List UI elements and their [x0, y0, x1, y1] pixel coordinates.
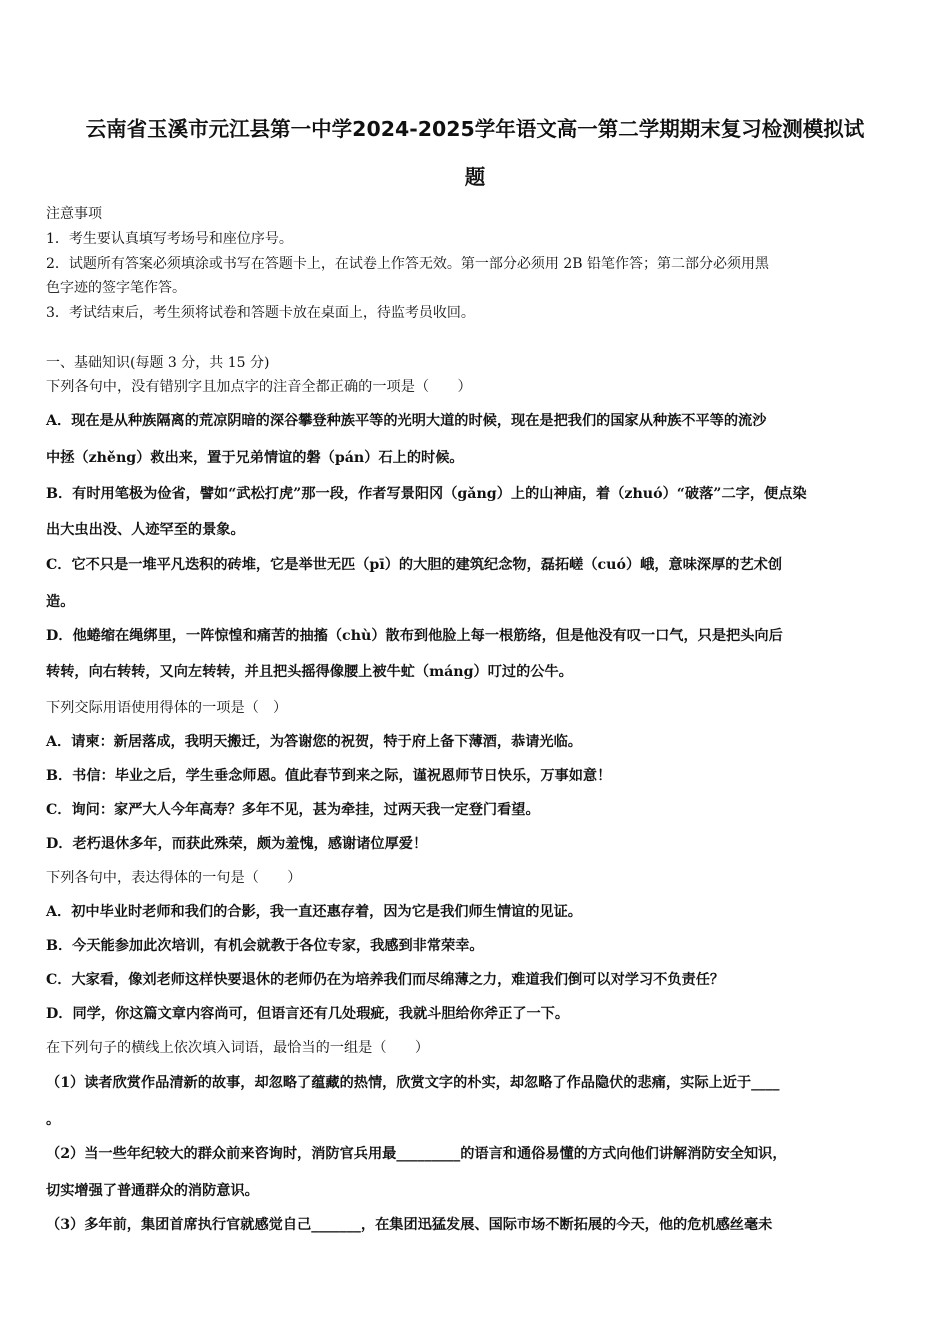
- q3-option-b: B．今天能参加此次培训，有机会就教于各位专家，我感到非常荣幸。: [46, 938, 484, 954]
- q1-option-c-cont: 造。: [46, 594, 75, 610]
- q1-stem: 下列各句中，没有错别字且加点字的注音全都正确的一项是（ ）: [46, 379, 472, 395]
- exam-title-line-1: 云南省玉溪市元江县第一中学2024-2025学年语文高一第二学期期末复习检测模拟试: [85, 117, 865, 141]
- q3-option-a: A．初中毕业时老师和我们的合影，我一直还惠存着，因为它是我们师生情谊的见证。: [46, 904, 582, 920]
- q4-stem: 在下列句子的横线上依次填入词语，最恰当的一组是（ ）: [46, 1040, 430, 1056]
- q3-option-d: D．同学，你这篇文章内容尚可，但语言还有几处瑕疵，我就斗胆给你斧正了一下。: [46, 1006, 570, 1022]
- q2-stem: 下列交际用语使用得体的一项是（ ）: [46, 700, 288, 716]
- notice-item-2-cont: 色字迹的签字笔作答。: [46, 280, 186, 296]
- q4-sentence-1: （1）读者欣赏作品清新的故事，却忽略了蕴藏的热情，欣赏文字的朴实，却忽略了作品隐伏的悲痛，实际上近于____: [46, 1075, 780, 1091]
- q1-option-a: A．现在是从种族隔离的荒凉阴暗的深谷攀登种族平等的光明大道的时候，现在是把我们的国家从种族不平等的流沙: [46, 413, 767, 429]
- q3-stem: 下列各句中，表达得体的一句是（ ）: [46, 870, 302, 886]
- q1-option-c: C．它不只是一堆平凡迭积的砖堆，它是举世无匹（pī）的大胆的建筑纪念物，磊拓嵯（cuó）峨，意味深厚的艺术创: [46, 557, 783, 573]
- q1-option-a-cont: 中拯（zhěng）救出来，置于兄弟情谊的磐（pán）石上的时候。: [46, 450, 464, 466]
- q1-option-d-cont: 转转，向右转转，又向左转转，并且把头摇得像腰上被牛虻（máng）叮过的公牛。: [46, 664, 573, 680]
- q4-sentence-3: （3）多年前，集团首席执行官就感觉自己_______，在集团迅猛发展、国际市场不断拓展的今天，他的危机感丝毫未: [46, 1217, 773, 1233]
- q2-option-b: B．书信：毕业之后，学生垂念师恩。值此春节到来之际，谨祝恩师节日快乐，万事如意！: [46, 768, 612, 784]
- notice-item-1: 1．考生要认真填写考场号和座位序号。: [46, 231, 293, 247]
- q1-option-b: B．有时用笔极为俭省，譬如“武松打虎”那一段，作者写景阳冈（gǎng）上的山神庙，着（zhuó）“破落”二字，便点染: [46, 486, 807, 502]
- q3-option-c: C．大家看，像刘老师这样快要退休的老师仍在为培养我们而尽绵薄之力，难道我们倒可以对学习不负责任？: [46, 972, 725, 988]
- notice-item-2: 2．试题所有答案必须填涂或书写在答题卡上，在试卷上作答无效。第一部分必须用 2B 铅笔作答；第二部分必须用黑: [46, 256, 769, 272]
- q4-sentence-2: （2）当一些年纪较大的群众前来咨询时，消防官兵用最_________的语言和通俗易懂的方式向他们讲解消防安全知识，: [46, 1146, 787, 1162]
- q2-option-c: C．询问：家严大人今年高寿？多年不见，甚为牵挂，过两天我一定登门看望。: [46, 802, 540, 818]
- q4-sentence-1-cont: 。: [46, 1112, 61, 1128]
- section-heading: 一、基础知识(每题 3 分，共 15 分): [46, 355, 270, 371]
- exam-title-line-2: 题: [464, 165, 486, 189]
- q1-option-d: D．他蜷缩在绳绑里，一阵惊惶和痛苦的抽搐（chù）散布到他脸上每一根筋络，但是他没有叹一口气，只是把头向后: [46, 628, 783, 644]
- q2-option-d: D．老朽退休多年，而获此殊荣，颇为羞愧，感谢诸位厚爱！: [46, 836, 428, 852]
- q2-option-a: A．请柬：新居落成，我明天搬迁，为答谢您的祝贺，特于府上备下薄酒，恭请光临。: [46, 734, 582, 750]
- q4-sentence-2-cont: 切实增强了普通群众的消防意识。: [46, 1183, 259, 1199]
- notice-heading: 注意事项: [46, 206, 102, 222]
- q1-option-b-cont: 出大虫出没、人迹罕至的景象。: [46, 522, 245, 538]
- notice-item-3: 3．考试结束后，考生须将试卷和答题卡放在桌面上，待监考员收回。: [46, 305, 475, 321]
